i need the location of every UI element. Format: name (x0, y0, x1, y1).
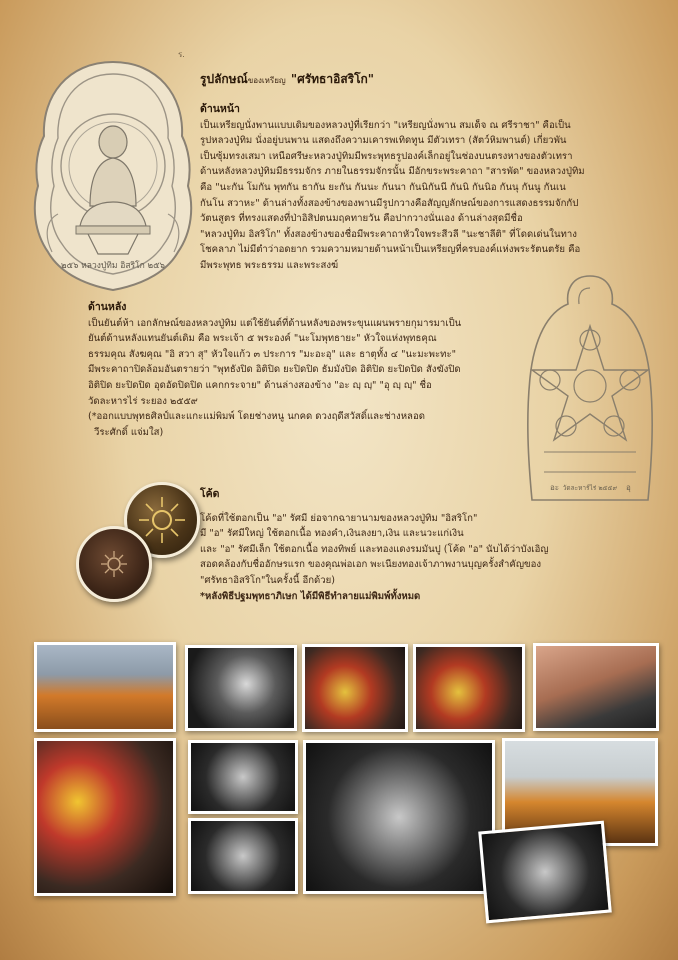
photo-grinding-die (185, 645, 297, 731)
front-heading: ด้านหน้า (200, 103, 240, 115)
title-small: ของเหรียญ (247, 76, 286, 85)
back-note-line: วีระศักดิ์ แจ่มใส) (94, 426, 164, 438)
photo-grinder-close (413, 644, 525, 732)
photo-hand-dies (533, 643, 659, 731)
sun-emblem-small-icon (79, 529, 149, 599)
back-line: อิติปิด ยะปิดปิด อุดอัดปิดปิด แคกกระจาย" ด้านล่างสองข้าง "อะ ญฺ ญฺ" "อุ ญฺ ญฺ" ชื่อ (88, 379, 432, 391)
photo-cutting-disc (302, 644, 408, 732)
front-line: ด้านหลังหลวงปู่ทิมมีธรรมจักร ภายในธรรมจักรนั้น มีอักขระพระคาถา "สารพัด" ของหลวงปู่ทิม (200, 166, 585, 178)
front-line: โชคลาภ ไม่มีตำว่าอดยาก รวมความหมายด้านหน้าเป็นเหรียญที่ครบองค์แห่งพระรัตนตรัย คือ (200, 244, 581, 256)
front-coin-illustration (28, 56, 198, 302)
back-line: ธรรมคุณ สังฆคุณ "อิ สวา สุ" หัวใจแก้ว ๓ ประการ "มะอะอุ" และ ธาตุทั้ง ๔ "นะมะพะทะ" (88, 348, 457, 360)
back-coin-left-text: อะ (550, 483, 560, 492)
code-note: *หลังพิธีปฐมพุทธาภิเษก ได้มีพิธีทำลายแม่พิมพ์ทั้งหมด (200, 590, 421, 602)
front-line: วัตนสูตร ที่ทรงแสดงที่ป่าอิสิปตนมฤคทายวัน คือปากวางนั่นเอง ด้านล่างสุดมีชื่อ (200, 213, 523, 225)
front-line: คือ "นะกัน โมกัน พุทกัน ธากัน ยะกัน กันนะ กันนา กันนิกันนี กันนิ กันนิอ กันนุ กันนู กันเน (200, 181, 566, 193)
back-coin-right-text: อุ (626, 483, 631, 492)
photo-destroyed-die (478, 821, 612, 924)
code-line: และ "อ" รัศมีเล็ก ใช้ตอกเนื้อ ทองทิพย์ และทองแดงรมมันปู (โค้ด "อ" นับได้ว่าบังเอิญ (200, 543, 549, 555)
page-title (178, 50, 375, 89)
front-line: กันโน สวาหะ" ด้านล่างทั้งสองข้างของพานมีรูปกวางคือสัญญลักษณ์ของการแสดงธรรมจักกัป (200, 197, 579, 209)
back-note-line: (*ออกแบบพุทธศิลป์และแกะแม่พิมพ์ โดยช่างหนู นกคด ดวงฤดีสวัสดิ์และช่างหลอด (88, 411, 425, 423)
back-line: ยันต์ด้านหลังแทนยันต์เดิม คือ พระเจ้า ๕ พระองค์ "นะโมพุทธายะ" หัวใจแห่งพุทธคุณ (88, 333, 437, 345)
code-line: สอดคล้องกับชื่ออักษรแรก ของคุณพ่อเอก พะเนียงทองเจ้าภาพงานบุญครั้งสำคัญของ (200, 559, 542, 571)
title-quote: "ศรัทธาอิสริโก" (290, 72, 375, 86)
back-coin-illustration (508, 268, 672, 518)
code-line: มี "อ" รัศมีใหญ่ ใช้ตอกเนื้อ ทองคำ,เงินลงยา,เงิน และนวะแก่เงิน (200, 528, 464, 540)
photo-sparks-cutting (34, 738, 176, 896)
front-line: รูปหลวงปู่ทิม นั่งอยู่บนพาน แสดงถึงความเคารพเทิดทูน มีตัวเทรา (สัตว์หิมพานต์) เกี่ยวพัน (200, 135, 567, 147)
small-code-stamp (76, 526, 152, 602)
front-line: "หลวงปู่ทิม อิสริโก" ทั้งสองข้างของชื่อมีพระคาถาหัวใจพระสีวลี "นะชาลีติ" ที่โดดเด่นในทาง (200, 228, 577, 240)
photo-dies-group (303, 740, 495, 894)
front-section (200, 102, 670, 274)
title-main: รูปลักษณ์ (200, 72, 248, 86)
front-line: เป็นซุ้มทรงเสมา เหนือศรีษะหลวงปู่ทิมมีพระพุทธรูปองค์เล็กอยู่ในช่องบนตรงหางของตัวเทรา (200, 150, 573, 162)
back-line: เป็นยันต์ห้า เอกลักษณ์ของหลวงปู่ทิม แต่ใช้ยันต์ที่ด้านหลังของพระขุนแผนพรายกุมารมาเป็น (88, 317, 462, 329)
back-coin-center-text: วัดละหาร์ไร่ ๒๕๕๙ (562, 484, 618, 492)
back-section (88, 300, 508, 440)
photo-monks-ceremony (34, 642, 176, 732)
front-line: มีพระพุทธ พระธรรม และพระสงฆ์ (200, 259, 339, 271)
code-heading: โค้ด (200, 488, 220, 500)
back-heading: ด้านหลัง (88, 301, 127, 313)
back-line: มีพระคาถาปิดล้อมอันตรายว่า "พุทธังปิด อิติปิด ยะปิดปิด ธัมมังปิด อิติปิด ยะปิดปิด สังฆังปิด (88, 364, 461, 376)
photo-die-bottom (188, 818, 298, 894)
corner-mark: ร. (178, 50, 185, 59)
code-section (200, 487, 620, 604)
back-line: วัดละหารไร่ ระยอง ๒๕๕๙ (88, 395, 198, 407)
front-coin-bottom-text: ๒๕๖ หลวงปู่ทิม อิสริโก ๒๕๖ (61, 261, 165, 271)
code-line: "ศรัทธาอิสริโก"ในครั้งนี้ อีกด้วย) (200, 574, 336, 586)
code-line: โค้ดที่ใช้ตอกเป็น "อ" รัศมี ย่อจากฉายานามของหลวงปู่ทิม "อิสริโก" (200, 512, 478, 524)
front-line: เป็นเหรียญนั่งพานแบบเดิมของหลวงปู่ที่เรียกว่า "เหรียญนั่งพาน สมเด็จ ณ ศรีราชา" คือเป็น (200, 119, 571, 131)
photo-die-top (188, 740, 298, 814)
